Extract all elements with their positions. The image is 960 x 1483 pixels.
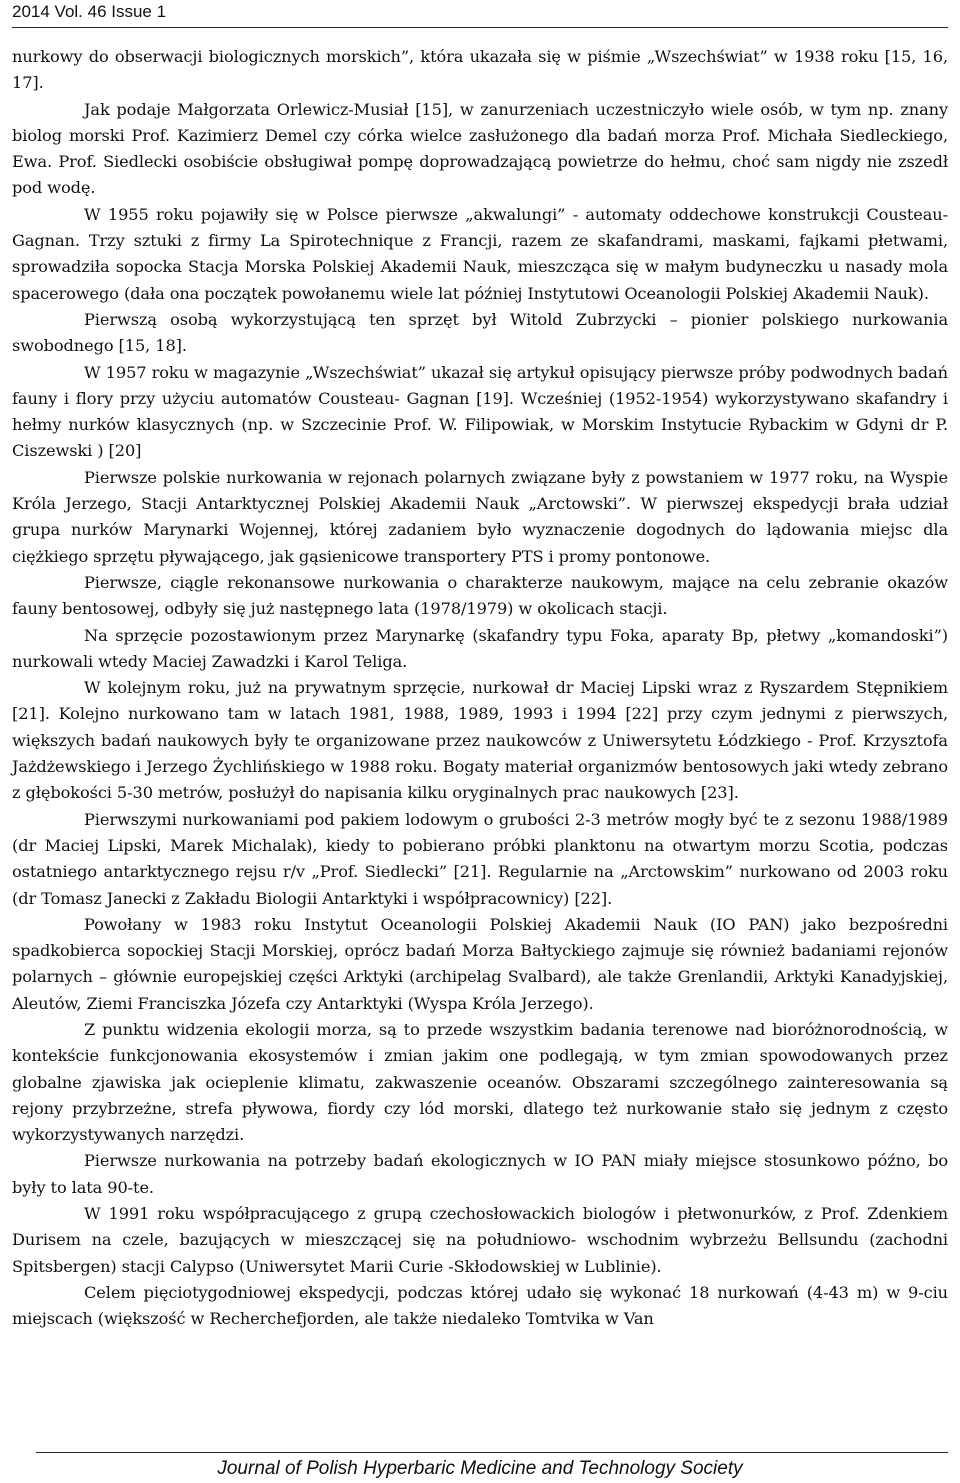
paragraph: Pierwszą osobą wykorzystującą ten sprzęt był Witold Zubrzycki – pionier polskiego nurkowania swobodnego [15, 18].	[12, 309, 948, 356]
paragraph: nurkowy do obserwacji biologicznych morskich”, która ukazała się w piśmie „Wszechświat” w 1938 roku [15, 16, 17].	[12, 47, 948, 93]
paragraph: W 1991 roku współpracującego z grupą czechosłowackich biologów i płetwonurków, z Prof. Zdenkiem Durisem na czele, bazujących w mieszczącej się na południowo- wschodnim wybrzeżu Bellsundu (zachodni Spitsbergen) stacji Calypso (Uniwersytet Marii Curie -Skłodowskiej w Lublinie).	[12, 1204, 948, 1276]
paragraph: Pierwsze polskie nurkowania w rejonach polarnych związane były z powstaniem w 1977 roku, na Wyspie Króla Jerzego, Stacji Antarktycznej Polskiej Akademii Nauk „Arctowski”. W pierwszej ekspedycji brała udział grupa nurków Marynarki Wojennej, której zadaniem było wyznaczenie dogodnych do lądowania miejsc dla ciężkiego sprzętu pływającego, jak gąsienicowe transportery PTS i promy pontonowe.	[12, 467, 948, 566]
article-body	[12, 44, 948, 1333]
paragraph: Powołany w 1983 roku Instytut Oceanologii Polskiej Akademii Nauk (IO PAN) jako bezpośredni spadkobierca sopockiej Stacji Morskiej, oprócz badań Morza Bałtyckiego zajmuje się również badaniami rejonów polarnych – głównie europejskiej części Arktyki (archipelag Svalbard), ale także Grenlandii, Arktyki Kanadyjskiej, Aleutów, Ziemi Franciszka Józefa czy Antarktyki (Wyspa Króla Jerzego).	[12, 914, 948, 1013]
paragraph: W kolejnym roku, już na prywatnym sprzęcie, nurkował dr Maciej Lipski wraz z Ryszardem Stępnikiem [21]. Kolejno nurkowano tam w latach 1981, 1988, 1989, 1993 i 1994 [22] przy czym jednymi z pierwszych, większych badań naukowych były te organizowane przez naukowców z Uniwersytetu Łódzkiego - Prof. Krzysztofa Jażdżewskiego i Jerzego Żychlińskiego w 1988 roku. Bogaty materiał organizmów bentosowych jaki wtedy zebrano z głębokości 5-30 metrów, posłużył do napisania kilku oryginalnych prac naukowych [23].	[12, 678, 948, 803]
paragraph: Na sprzęcie pozostawionym przez Marynarkę (skafandry typu Foka, aparaty Bp, płetwy „komandoski”) nurkowali wtedy Maciej Zawadzki i Karol Teliga.	[12, 625, 948, 671]
paragraph: Pierwsze nurkowania na potrzeby badań ekologicznych w IO PAN miały miejsce stosunkowo późno, bo były to lata 90-te.	[12, 1151, 948, 1197]
footer-divider	[36, 1452, 948, 1453]
paragraph: Pierwsze, ciągle rekonansowe nurkowania o charakterze naukowym, mające na celu zebranie okazów fauny bentosowej, odbyły się już następnego lata (1978/1979) w okolicach stacji.	[12, 572, 948, 619]
header-divider	[12, 27, 948, 28]
paragraph: Jak podaje Małgorzata Orlewicz-Musiał [15], w zanurzeniach uczestniczyło wiele osób, w tym np. znany biolog morski Prof. Kazimierz Demel czy córka wielce zasłużonego dla badań morza Prof. Michała Siedleckiego, Ewa. Prof. Siedlecki osobiście obsługiwał pompę doprowadzającą powietrze do hełmu, choć sam nigdy nie zszedł pod wodę.	[12, 99, 948, 198]
running-header: 2014 Vol. 46 Issue 1	[12, 2, 167, 21]
paragraph: W 1957 roku w magazynie „Wszechświat” ukazał się artykuł opisujący pierwsze próby podwodnych badań fauny i flory przy użyciu automatów Cousteau- Gagnan [19]. Wcześniej (1952-1954) wykorzystywano skafandry i hełmy nurków klasycznych (np. w Szczecinie Prof. W. Filipowiak, w Morskim Instytucie Rybackim w Gdyni dr P. Ciszewski ) [20]	[12, 362, 948, 461]
paragraph: Pierwszymi nurkowaniami pod pakiem lodowym o grubości 2-3 metrów mogły być te z sezonu 1988/1989 (dr Maciej Lipski, Marek Michalak), kiedy to pobierano próbki planktonu na otwartym morzu Scotia, podczas ostatniego antarktycznego rejsu r/v „Prof. Siedlecki” [21]. Regularnie na „Arctowskim” nurkowano od 2003 roku (dr Tomasz Janecki z Zakładu Biologii Antarktyki i współpracownicy) [22].	[12, 809, 948, 908]
paragraph: Celem pięciotygodniowej ekspedycji, podczas której udało się wykonać 18 nurkowań (4-43 m) w 9-ciu miejscach (większość w Recherchefjorden, ale także niedaleko Tomtvika w Van	[12, 1282, 948, 1329]
running-footer: Journal of Polish Hyperbaric Medicine and Technology Society	[217, 1458, 743, 1479]
paragraph: W 1955 roku pojawiły się w Polsce pierwsze „akwalungi” - automaty oddechowe konstrukcji Cousteau-Gagnan. Trzy sztuki z firmy La Spirotechnique z Francji, razem ze skafandrami, maskami, fajkami płetwami, sprowadziła sopocka Stacja Morska Polskiej Akademii Nauk, mieszcząca się w małym budyneczku u nasady mola spacerowego (dała ona początek powołanemu wiele lat później Instytutowi Oceanologii Polskiej Akademii Nauk).	[12, 204, 948, 303]
paragraph: Z punktu widzenia ekologii morza, są to przede wszystkim badania terenowe nad bioróżnorodnością, w kontekście funkcjonowania ekosystemów i zmian jakim one podlegają, w tym zmian spowodowanych przez globalne zjawiska jak ocieplenie klimatu, zakwaszenie oceanów. Obszarami szczególnego zainteresowania są rejony przybrzeżne, strefa pływowa, fiordy czy lód morski, dlatego też nurkowanie stało się jednym z często wykorzystywanych narzędzi.	[12, 1019, 948, 1145]
